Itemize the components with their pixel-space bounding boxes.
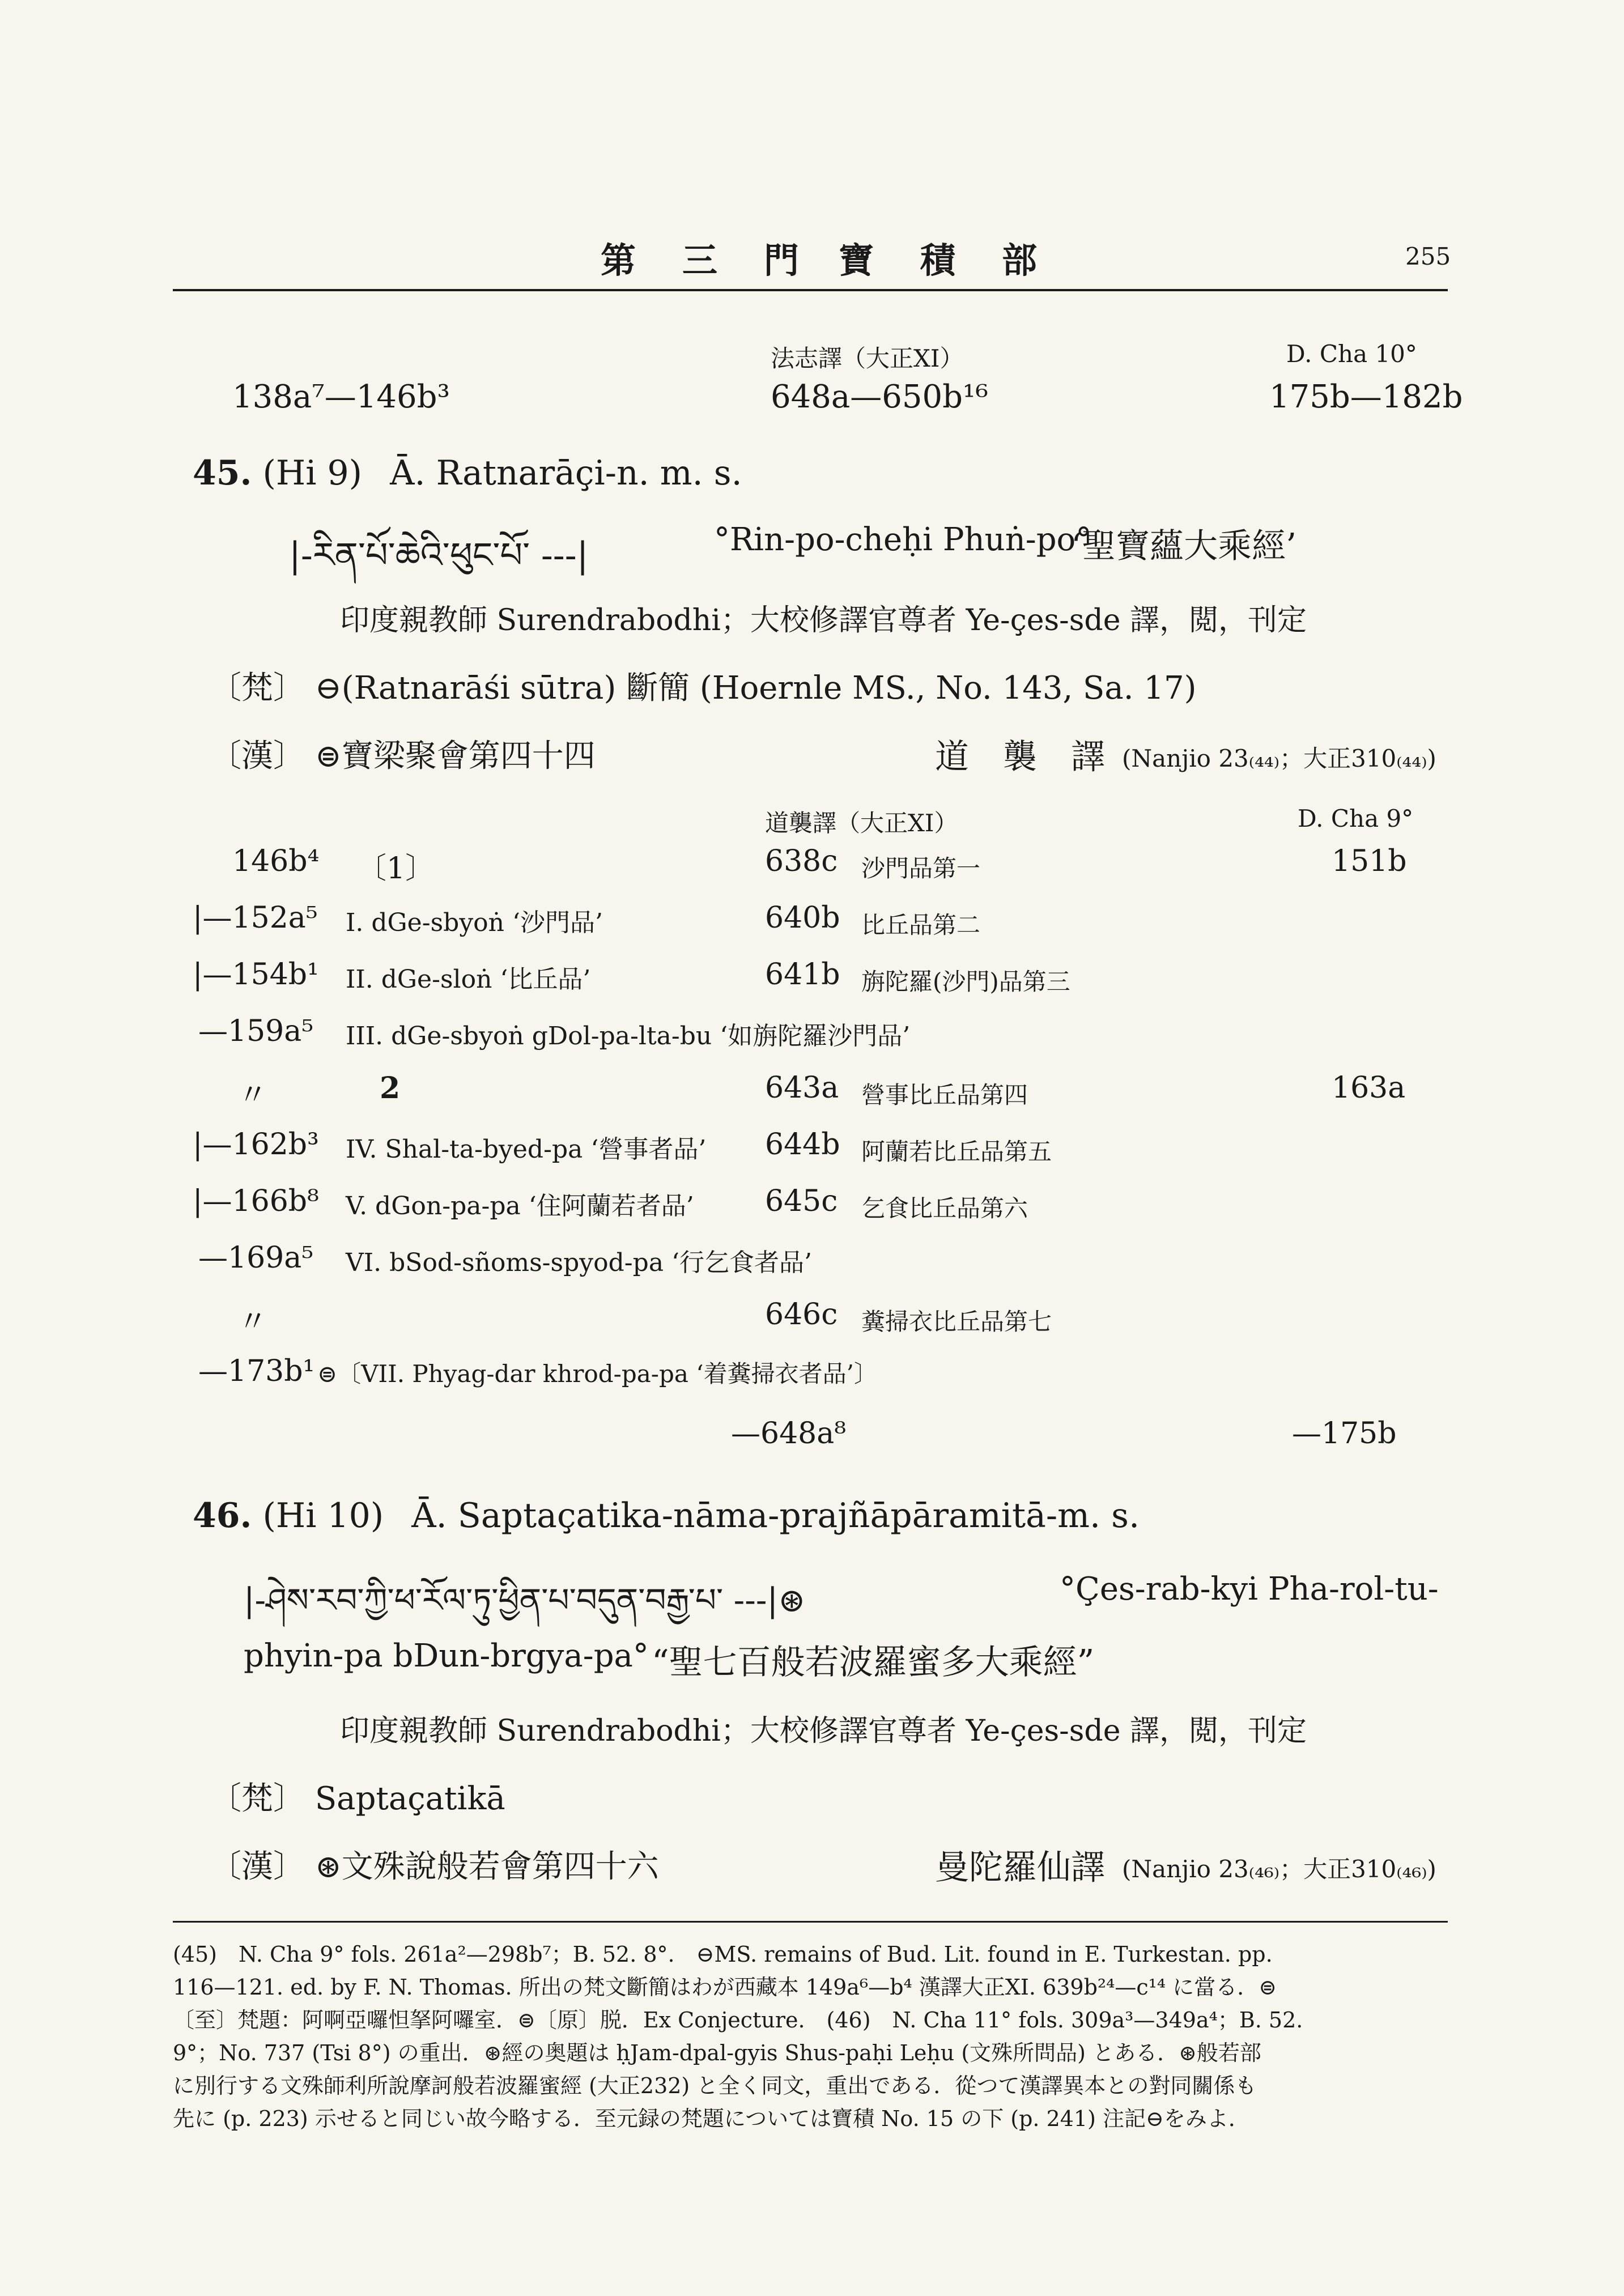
entry45-col-head-c: D. Cha 9° xyxy=(1298,805,1414,832)
entry45-tibetan: |-རིན་པོ་ཆེའི་ཕུང་པོ་ ---| xyxy=(289,534,589,576)
table-row-1-d: 比丘品第二 xyxy=(861,911,981,939)
entry46-translators: 印度親教師 Surendrabodhi；大校修譯官尊者 Ye-çes-sde 譯，閲，刊定 xyxy=(340,1714,1307,1748)
entry-number: 45. xyxy=(193,453,252,493)
table-row-6-b: V. dGon-pa-pa ‘住阿蘭若者品’ xyxy=(346,1192,694,1221)
footnote-line: 先に (p. 223) 示せると同じい故今略する．至元録の梵題については寶積 No. 15 の下 (p. 241) 注記⊖をみよ． xyxy=(173,2106,1250,2131)
entry46-tibetan-roman-2: phyin-pa bDun-brgya-pa° xyxy=(244,1638,649,1674)
entry44-range-b: 648a—650b¹⁶ xyxy=(771,379,988,415)
table-row-4-b: 2 xyxy=(380,1071,401,1106)
skt-label: 〔梵〕 xyxy=(210,670,305,707)
table-row-8-a: 〃 xyxy=(238,1305,268,1339)
table-row-0-b: 〔1〕 xyxy=(357,852,435,886)
table-row-2-d: 旃陀羅(沙門)品第三 xyxy=(861,968,1070,996)
entry46-heading xyxy=(193,1496,1140,1536)
chi-label: 〔漢〕 xyxy=(210,1848,305,1885)
table-row-10-c: —648a⁸ xyxy=(731,1417,847,1451)
entry46-chi-line xyxy=(210,1842,659,1887)
entry-title: Ā. Ratnarāçi-n. m. s. xyxy=(390,453,742,493)
entry45-chi-refs: (Nanjio 23₍₄₄₎；大正310₍₄₄₎) xyxy=(1122,745,1436,772)
table-row-5-d: 阿蘭若比丘品第五 xyxy=(861,1138,1052,1166)
table-row-0-e: 151b xyxy=(1332,844,1407,878)
entry-ref: (Hi 9) xyxy=(262,453,363,493)
table-row-7-b: VI. bSod-sñoms-spyod-pa ‘行乞食者品’ xyxy=(346,1248,813,1277)
footnote-line: (45) N. Cha 9° fols. 261a²—298b⁷；B. 52. 8°. ⊖MS. remains of Bud. Lit. found in E. Turkestan. pp. xyxy=(173,1942,1273,1967)
entry46-chi-refs: (Nanjio 23₍₄₆₎；大正310₍₄₆₎) xyxy=(1122,1855,1436,1883)
entry-ref: (Hi 10) xyxy=(262,1496,384,1536)
table-row-1-b: I. dGe-sbyoṅ ‘沙門品’ xyxy=(346,908,603,937)
entry45-tibetan-roman: °Rin-po-cheḥi Phuṅ-po° xyxy=(714,521,1092,558)
footnote-line: 9°；No. 737 (Tsi 8°) の重出．⊛經の奥題は ḥJam-dpal-gyis Shus-paḥi Leḥu (文殊所問品) とある．⊛般若部 xyxy=(173,2040,1261,2065)
header-rule xyxy=(173,289,1448,291)
table-row-1-a: |—152a⁵ xyxy=(193,901,318,935)
table-row-5-a: |—162b³ xyxy=(193,1128,319,1162)
chi-text: ⊛文殊說般若會第四十六 xyxy=(314,1848,659,1885)
entry45-skt-line xyxy=(210,663,1197,708)
table-row-2-c: 641b xyxy=(765,958,840,992)
table-row-7-a: —169a⁵ xyxy=(198,1241,314,1275)
entry-number: 46. xyxy=(193,1496,252,1536)
chapter-heading: 第 三 門 xyxy=(601,240,805,281)
table-row-4-e: 163a xyxy=(1332,1071,1406,1105)
entry45-translators: 印度親教師 Surendrabodhi；大校修譯官尊者 Ye-çes-sde 譯，閲，刊定 xyxy=(340,603,1307,637)
footnote-line: に別行する文殊師利所說摩訶般若波羅蜜經 (大正232) と全く同文，重出である．從つて漢譯異本との對同關係も xyxy=(173,2073,1257,2098)
table-row-3-a: —159a⁵ xyxy=(198,1014,314,1048)
entry45-chi-line xyxy=(210,731,596,776)
table-row-2-b: II. dGe-sloṅ ‘比丘品’ xyxy=(346,965,591,994)
table-row-6-c: 645c xyxy=(765,1184,838,1218)
table-row-3-b: III. dGe-sbyoṅ gDol-pa-lta-bu ‘如旃陀羅沙門品’ xyxy=(346,1022,911,1051)
table-row-8-d: 糞掃衣比丘品第七 xyxy=(861,1308,1052,1336)
table-row-2-a: |—154b¹ xyxy=(193,958,319,992)
skt-text: ⊖(Ratnarāśi sūtra) 斷簡 (Hoernle MS., No. 143, Sa. 17) xyxy=(314,670,1197,707)
entry46-tibetan: |-ཤེས་རབ་ཀྱི་ཕ་རོལ་ཏུ་ཕྱིན་པ་བདུན་བརྒྱ་པ་ ---|⊛ xyxy=(244,1581,806,1619)
entry45-chinese-title: ‘聖寶蘊大乘經’ xyxy=(1071,526,1297,566)
entry46-skt-line xyxy=(210,1774,505,1819)
chi-label: 〔漢〕 xyxy=(210,738,305,775)
entry44-range-a: 138a⁷—146b³ xyxy=(232,379,450,415)
table-row-1-c: 640b xyxy=(765,901,840,935)
table-row-0-a: 146b⁴ xyxy=(232,844,320,878)
footnote-rule xyxy=(173,1921,1448,1923)
table-row-4-d: 營事比丘品第四 xyxy=(861,1081,1028,1109)
table-row-4-c: 643a xyxy=(765,1071,839,1105)
table-row-9-b: ⊜〔VII. Phyag-dar khrod-pa-pa ‘着糞掃衣者品’〕 xyxy=(317,1360,878,1388)
section-heading: 寶 積 部 xyxy=(839,240,1043,281)
table-row-0-d: 沙門品第一 xyxy=(861,854,981,882)
footnote-line: 〔至〕梵題：阿啊亞囉怛拏阿囉室．⊜〔原〕脱．Ex Conjecture. (46) N. Cha 11° fols. 309a³—349a⁴；B. 52. xyxy=(173,2008,1303,2033)
skt-label: 〔梵〕 xyxy=(210,1780,305,1817)
skt-text: Saptaçatikā xyxy=(314,1780,505,1817)
table-row-5-b: IV. Shal-ta-byed-pa ‘營事者品’ xyxy=(346,1135,707,1164)
entry-title: Ā. Saptaçatika-nāma-prajñāpāramitā-m. s. xyxy=(411,1496,1140,1536)
entry45-chi-translator: 道 襲 譯 xyxy=(935,737,1105,777)
page-number: 255 xyxy=(1405,243,1451,270)
chi-text: ⊜寶梁聚會第四十四 xyxy=(314,738,596,775)
entry44-col-head-c: D. Cha 10° xyxy=(1286,340,1417,368)
table-row-4-a: 〃 xyxy=(238,1078,268,1112)
table-row-9-a: —173b¹ xyxy=(198,1354,315,1388)
entry45-heading xyxy=(193,453,742,493)
entry45-col-head-b: 道襲譯（大正XI） xyxy=(765,809,958,837)
table-row-5-c: 644b xyxy=(765,1128,840,1162)
table-row-6-d: 乞食比丘品第六 xyxy=(861,1194,1028,1222)
entry44-range-c: 175b—182b xyxy=(1269,379,1463,415)
entry46-chi-translator: 曼陀羅仙譯 xyxy=(935,1848,1105,1887)
table-row-10-e: —175b xyxy=(1292,1417,1397,1451)
entry46-tibetan-roman-1: °Çes-rab-kyi Pha-rol-tu- xyxy=(1060,1571,1439,1608)
entry46-chinese-title: “聖七百般若波羅蜜多大乘經” xyxy=(652,1643,1095,1682)
entry44-col-head-b: 法志譯（大正XI） xyxy=(771,345,964,372)
footnote-line: 116—121. ed. by F. N. Thomas. 所出の梵文斷簡はわが西藏本 149a⁶—b⁴ 漢譯大正XI. 639b²⁴—c¹⁴ に當る．⊜ xyxy=(173,1975,1277,2000)
table-row-0-c: 638c xyxy=(765,844,838,878)
footnotes xyxy=(173,1938,1448,2135)
table-row-8-c: 646c xyxy=(765,1298,838,1332)
table-row-6-a: |—166b⁸ xyxy=(193,1184,319,1218)
